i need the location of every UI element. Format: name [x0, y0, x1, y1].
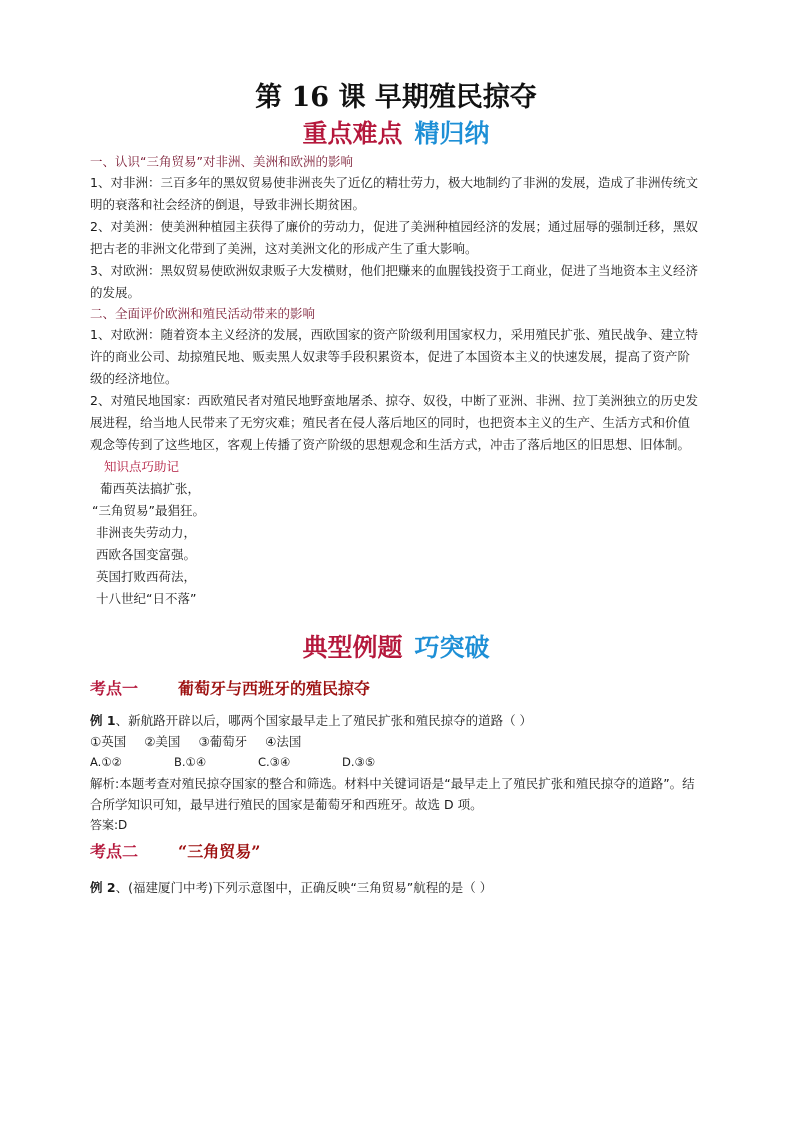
banner-right-text: 巧突破 — [414, 633, 490, 662]
section1-para-africa: 1、对非洲：三百多年的黑奴贸易使非洲丧失了近亿的精壮劳力，极大地制约了非洲的发展，造成了非洲传统文明的衰落和社会经济的倒退，导致非洲长期贫困。 — [90, 175, 698, 212]
mnemonic-line: 西欧各国变富强。 — [96, 547, 197, 562]
mnemonic-line: 非洲丧失劳动力， — [96, 525, 197, 540]
section1-para-europe: 3、对欧洲：黑奴贸易使欧洲奴隶贩子大发横财，他们把赚来的血腥钱投资于工商业，促进了当地资本主义经济的发展。 — [90, 263, 698, 300]
section1-para-america: 2、对美洲：使美洲种植园主获得了廉价的劳动力，促进了美洲种植园经济的发展；通过屈辱的强制迁移，黑奴把古老的非洲文化带到了美洲，这对美洲文化的形成产生了重大影响。 — [90, 219, 698, 256]
mnemonic-title: 知识点巧助记 — [104, 459, 180, 474]
example-label: 例 1 — [90, 713, 116, 728]
kaodian-topic: “三角贸易” — [178, 842, 261, 861]
banner-right-text: 精归纳 — [414, 119, 490, 148]
section1-heading: 一、认识“三角贸易”对非洲、美洲和欧洲的影响 — [90, 154, 353, 169]
kaodian-1-heading — [90, 674, 702, 704]
section2-heading: 二、全面评价欧洲和殖民活动带来的影响 — [90, 306, 316, 321]
question-text: 、(福建厦门中考)下列示意图中，正确反映“三角贸易”航程的是（ ） — [115, 880, 493, 895]
document-content — [90, 80, 702, 898]
mnemonic-line: “三角贸易”最猖狂。 — [92, 503, 205, 518]
option-item: ②美国 — [144, 734, 181, 749]
kaodian-label: 考点一 — [90, 679, 139, 698]
banner-left-text: 重点难点 — [302, 119, 403, 148]
mnemonic-line: 十八世纪“日不落” — [96, 591, 197, 606]
example1-question — [90, 710, 702, 731]
example1-answer: 答案:D — [90, 818, 128, 832]
kaodian-topic: 葡萄牙与西班牙的殖民掠夺 — [178, 679, 371, 698]
example1-options — [90, 731, 702, 752]
section2-para-colonies: 2、对殖民地国家：西欧殖民者对殖民地野蛮地屠杀、掠夺、奴役，中断了亚洲、非洲、拉丁美洲独立的历史发展进程，给当地人民带来了无穷灾难；殖民者在侵人落后地区的同时，也把资本主义的生产、生活方式和价值观念等传到了这些地区，客观上传播了资产阶级的思想观念和生活方式，冲击了落后地区的旧思想、旧体制。 — [90, 393, 698, 452]
page-title: 第 16 课 早期殖民掠夺 — [255, 82, 537, 113]
example-label: 例 2 — [90, 880, 116, 895]
banner-left-text: 典型例题 — [302, 633, 403, 662]
example2-question — [90, 877, 702, 898]
mnemonic-line: 英国打败西荷法， — [96, 569, 197, 584]
choice-item: A.①② — [90, 755, 122, 769]
example1-analysis: 解析:本题考查对殖民掠夺国家的整合和筛选。材料中关键词语是“最早走上了殖民扩张和殖民掠夺的道路”。结合所学知识可知，最早进行殖民的国家是葡萄牙和西班牙。故选 D 项。 — [90, 776, 695, 812]
choice-item: B.①④ — [174, 755, 207, 769]
kaodian-label: 考点二 — [90, 842, 139, 861]
mnemonic-line: 葡西英法搞扩张， — [100, 481, 201, 496]
example1-choices — [90, 752, 702, 773]
question-text: 、新航路开辟以后，哪两个国家最早走上了殖民扩张和殖民掠夺的道路（ ） — [115, 713, 533, 728]
kaodian-2-heading — [90, 837, 702, 867]
option-item: ①英国 — [90, 734, 127, 749]
option-item: ④法国 — [265, 734, 302, 749]
section2-para-europe: 1、对欧洲：随着资本主义经济的发展，西欧国家的资产阶级利用国家权力，采用殖民扩张、殖民战争、建立特许的商业公司、劫掠殖民地、贩卖黑人奴隶等手段积累资本，促进了本国资本主义的快速发展，提高了资产阶级的经济地位。 — [90, 327, 698, 386]
section-banner-key-points — [90, 116, 702, 152]
choice-item: C.③④ — [258, 755, 291, 769]
option-item: ③葡萄牙 — [198, 734, 248, 749]
section-banner-examples — [90, 630, 702, 666]
choice-item: D.③⑤ — [342, 755, 376, 769]
